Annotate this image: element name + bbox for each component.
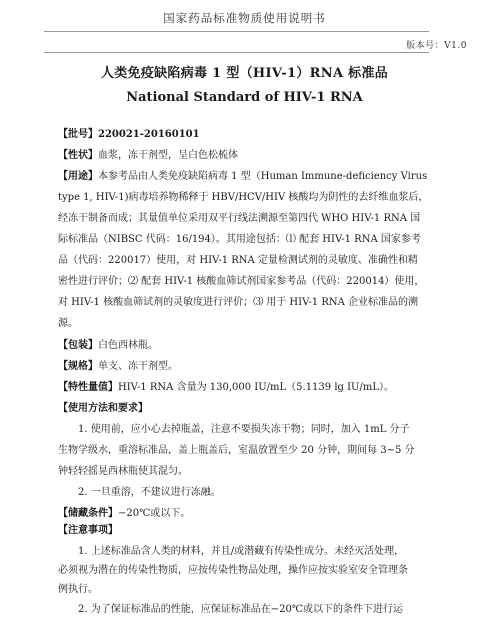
properties-section bbox=[58, 149, 430, 163]
purpose-line: 经冻干制备而成；其量值单位采用双平行线法溯源至第四代 WHO HIV-1 RNA 国 bbox=[58, 213, 421, 224]
usage-item-line: 2. 一旦重溶，不建议进行冻融。 bbox=[78, 487, 221, 498]
notes-item-line: 必须视为潜在的传染性物质，应按传染性物品处理，操作应按实验室安全管理条 bbox=[58, 565, 408, 576]
usage-item-line: 1. 使用前，应小心去掉瓶盖，注意不要损失冻干物；同时，加入 1mL 分子 bbox=[78, 424, 410, 435]
packaging-label: 【包装】 bbox=[58, 340, 98, 351]
characteristic-label: 【特性量值】 bbox=[58, 382, 118, 393]
notes-item-line: 例执行。 bbox=[58, 584, 98, 595]
properties-value: 血浆，冻干剂型，呈白色松梳体 bbox=[98, 150, 238, 161]
purpose-line bbox=[58, 170, 430, 184]
title-english: National Standard of HIV-1 RNA bbox=[126, 90, 363, 105]
purpose-line: type 1, HIV-1)病毒培养物稀释于 HBV/HCV/HIV 核酸均为阴性的去纤维血浆后， bbox=[58, 192, 429, 203]
storage-label: 【储藏条件】 bbox=[58, 508, 118, 519]
packaging-value: 白色西林瓶。 bbox=[98, 340, 158, 351]
purpose-text: 本参考品由人类免疫缺陷病毒 1 型（Human Immune-deficiency Virus bbox=[98, 171, 428, 182]
document-header-title: 国家药品标准物质使用说明书 bbox=[163, 11, 326, 25]
purpose-line: 品（代码：220017）使用，对 HIV-1 RNA 定量检测试剂的灵敏度、准确性和精 bbox=[58, 255, 418, 266]
usage-item-line: 生物学级水，重溶标准品，盖上瓶盖后，室温放置至少 20 分钟，期间每 3~5 分 bbox=[58, 445, 415, 456]
notes-section bbox=[58, 524, 430, 538]
specification-section bbox=[58, 360, 430, 374]
characteristic-section bbox=[58, 381, 430, 395]
specification-value: 单支、冻干剂型。 bbox=[98, 361, 178, 372]
packaging-section bbox=[58, 339, 430, 353]
usage-label: 【使用方法和要求】 bbox=[58, 403, 148, 414]
characteristic-value: HIV-1 RNA 含量为 130,000 IU/mL（5.1139 lg IU/mL）。 bbox=[118, 382, 394, 393]
batch-section bbox=[58, 128, 430, 142]
properties-label: 【性状】 bbox=[58, 150, 98, 161]
purpose-line: 际标准品（NIBSC 代码：16/194）。其用途包括：⑴ 配套 HIV-1 RNA 国家参考 bbox=[58, 234, 421, 245]
purpose-line: 源。 bbox=[58, 318, 78, 329]
header-divider-lower bbox=[44, 52, 429, 53]
specification-label: 【规格】 bbox=[58, 361, 98, 372]
purpose-line: 密性进行评价；⑵ 配套 HIV-1 核酸血筛试剂国家参考品（代码：220014）使用， bbox=[58, 276, 425, 287]
notes-item-line: 1. 上述标准品含人类的材料，并且/或潜藏有传染性成分。未经灭活处理， bbox=[78, 546, 405, 557]
header-divider bbox=[44, 31, 429, 32]
batch-label: 【批号】 bbox=[58, 129, 98, 140]
title-chinese: 人类免疫缺陷病毒 1 型（HIV-1）RNA 标准品 bbox=[100, 66, 389, 81]
purpose-label: 【用途】 bbox=[58, 171, 98, 182]
purpose-line: 对 HIV-1 核酸血筛试剂的灵敏度进行评价；⑶ 用于 HIV-1 RNA 企业标准品的溯 bbox=[58, 297, 419, 308]
usage-section bbox=[58, 402, 430, 416]
storage-value: −20℃或以下。 bbox=[118, 508, 191, 519]
notes-item-line: 2. 为了保证标准品的性能，应保证标准品在−20℃或以下的条件下进行运 bbox=[78, 604, 404, 615]
usage-item-line: 钟轻轻摇晃西林瓶使其混匀。 bbox=[58, 466, 188, 477]
storage-section bbox=[58, 507, 430, 521]
version-number: 版本号：V1.0 bbox=[406, 41, 467, 51]
batch-value: 220021-20160101 bbox=[98, 129, 200, 140]
notes-label: 【注意事项】 bbox=[58, 525, 118, 536]
